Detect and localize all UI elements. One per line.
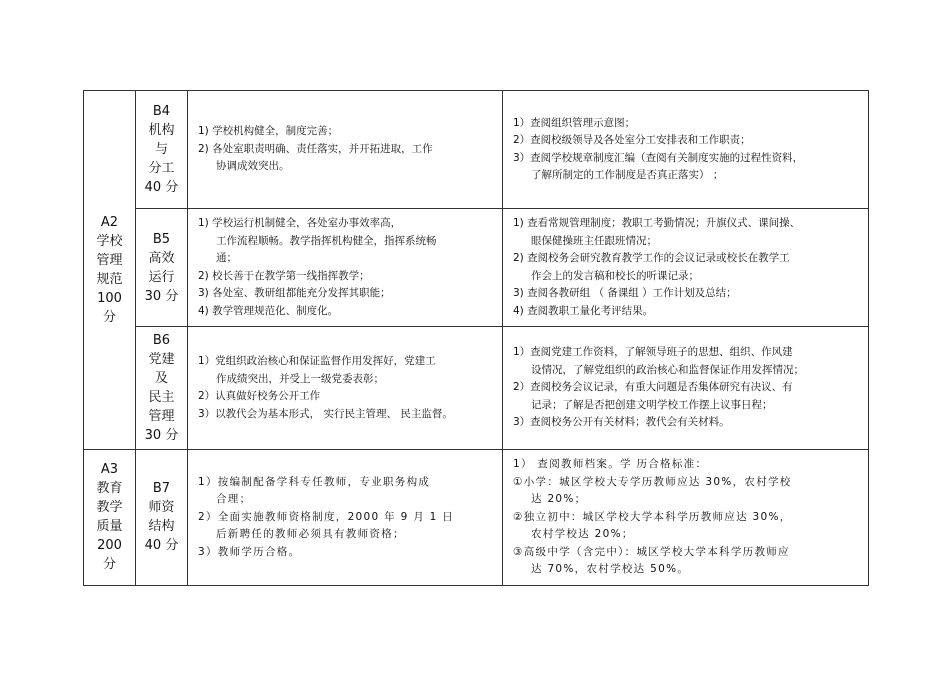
category-label: 分 bbox=[102, 310, 116, 325]
standards-cell bbox=[188, 450, 503, 586]
standard-line: 1) 学校运行机制健全，各处室办事效率高， bbox=[198, 217, 402, 229]
category-label: A3 bbox=[100, 462, 119, 478]
standard-line: 1）按编制配备学科专任教师，专业职务构成 bbox=[198, 475, 431, 488]
methods-cell bbox=[503, 209, 869, 327]
method-line: 农村学校达 20%； bbox=[531, 528, 634, 540]
methods-cell bbox=[503, 450, 869, 586]
category-label: 教育 bbox=[96, 481, 123, 497]
method-line: 记录；了解是否把创建文明学校工作摆上议事日程； bbox=[531, 398, 773, 411]
standard-line: 通； bbox=[216, 252, 237, 264]
method-line: 3) 查阅各教研组 （ 备课组 ）工作计划及总结； bbox=[513, 287, 737, 299]
item-b5-cell bbox=[136, 209, 188, 327]
category-label: 管理 bbox=[96, 253, 123, 268]
table-row bbox=[84, 450, 869, 586]
item-label: B7 bbox=[152, 481, 171, 497]
method-line: 2）查阅校务会议记录，有重大问题是否集体研究有决议、有 bbox=[513, 381, 793, 394]
table-row bbox=[84, 91, 869, 209]
item-label: 民主 bbox=[148, 390, 175, 405]
item-label: 与 bbox=[154, 142, 168, 157]
item-label: 运行 bbox=[148, 269, 175, 285]
table-row bbox=[84, 209, 869, 327]
item-label: 高效 bbox=[148, 250, 175, 266]
item-label: B6 bbox=[152, 333, 171, 348]
method-line: 1） 查阅教师档案。学 历合格标准： bbox=[513, 458, 708, 470]
method-line: 达 20%； bbox=[531, 493, 587, 505]
method-line: 设情况，了解党组织的政治核心和监督保证作用发挥情况； bbox=[531, 363, 804, 376]
evaluation-table bbox=[83, 90, 869, 586]
category-label: 200 bbox=[97, 538, 122, 554]
standard-line: 2）全面实施教师资格制度，2000 年 9 月 1 日 bbox=[198, 510, 455, 523]
method-line: 眼保健操班主任跟班情况； bbox=[531, 234, 657, 247]
item-b7-cell bbox=[136, 450, 188, 586]
standard-line: 3) 各处室、教研组都能充分发挥其职能； bbox=[198, 287, 391, 299]
method-line: ③高级中学（含完中）：城区学校大学本科学历教师应 bbox=[513, 545, 790, 558]
methods-cell bbox=[503, 327, 869, 450]
standard-line: 3）以教代会为基本形式， 实行民主管理、 民主监督。 bbox=[198, 407, 453, 420]
method-line: 4) 查阅教职工量化考评结果。 bbox=[513, 304, 654, 317]
method-line: 2) 查阅校务会研究教育教学工作的会议记录或校长在教学工 bbox=[513, 252, 790, 264]
item-label: 30 分 bbox=[144, 288, 179, 304]
category-label: 100 bbox=[97, 291, 122, 306]
method-line: ②独立初中：城区学校大学本科学历教师应达 30%， bbox=[513, 510, 792, 523]
standards-cell bbox=[188, 209, 503, 327]
item-label: 机构 bbox=[148, 123, 175, 138]
category-label: 分 bbox=[102, 557, 116, 573]
standard-line: 合理； bbox=[216, 493, 252, 505]
standard-line: 4) 教学管理规范化、制度化。 bbox=[198, 304, 339, 317]
category-a2-cell bbox=[84, 91, 136, 450]
category-a3-cell bbox=[84, 450, 136, 586]
method-line: ①小学：城区学校大专学历教师应达 30%，农村学校 bbox=[513, 475, 792, 488]
item-label: 结构 bbox=[148, 519, 175, 535]
item-label: B5 bbox=[152, 231, 171, 247]
method-line: 2）查阅校级领导及各处室分工安排表和工作职责； bbox=[513, 134, 751, 146]
item-label: 管理 bbox=[148, 409, 175, 424]
method-line: 3）查阅校务公开有关材料；教代会有关材料。 bbox=[513, 416, 730, 429]
item-label: 40 分 bbox=[144, 180, 179, 195]
category-label: 规范 bbox=[96, 272, 123, 287]
methods-cell bbox=[503, 91, 869, 209]
table-row bbox=[84, 327, 869, 450]
standard-line: 2) 校长善于在教学第一线指挥教学； bbox=[198, 269, 370, 282]
standard-line: 1）党组织政治核心和保证监督作用发挥好，党建工 bbox=[198, 355, 436, 367]
item-label: 及 bbox=[154, 371, 168, 386]
standard-line: 后新聘任的教师必须具有教师资格； bbox=[216, 528, 405, 540]
method-line: 1）查阅组织管理示意图； bbox=[513, 116, 636, 129]
item-label: 分工 bbox=[148, 161, 175, 176]
item-label: B4 bbox=[152, 104, 171, 119]
standard-line: 工作流程顺畅。教学指挥机构健全，指挥系统畅 bbox=[216, 234, 437, 247]
standard-line: 3）教师学历合格。 bbox=[198, 545, 301, 558]
standard-line: 1) 学校机构健全，制度完善； bbox=[198, 125, 339, 138]
standard-line: 作成绩突出，并受上一级党委表彰； bbox=[216, 372, 384, 385]
method-line: 1）查阅党建工作资料，了解领导班子的思想、组织、作风建 bbox=[513, 346, 793, 359]
method-line: 作会上的发言稿和校长的听课记录； bbox=[531, 269, 699, 282]
item-label: 40 分 bbox=[144, 538, 179, 554]
standard-line: 2）认真做好校务公开工作 bbox=[198, 390, 321, 402]
item-b6-cell bbox=[136, 327, 188, 450]
item-label: 师资 bbox=[148, 500, 175, 516]
standard-line: 2) 各处室职责明确、责任落实，并开拓进取，工作 bbox=[198, 142, 433, 155]
item-label: 30 分 bbox=[144, 428, 179, 443]
standards-cell bbox=[188, 91, 503, 209]
category-label: 教学 bbox=[96, 500, 123, 516]
category-label: A2 bbox=[100, 215, 119, 230]
method-line: 了解所制定的工作制度是否真正落实） ； bbox=[531, 169, 724, 181]
item-label: 党建 bbox=[148, 352, 175, 367]
method-line: 1) 查看常规管理制度；教职工考勤情况；升旗仪式、课间操、 bbox=[513, 217, 801, 229]
item-b4-cell bbox=[136, 91, 188, 209]
standards-cell bbox=[188, 327, 503, 450]
standard-line: 协调成效突出。 bbox=[216, 160, 290, 173]
category-label: 学校 bbox=[96, 234, 123, 249]
method-line: 3）查阅学校规章制度汇编（查阅有关制度实施的过程性资料， bbox=[513, 151, 804, 164]
method-line: 达 70%，农村学校达 50%。 bbox=[531, 563, 690, 575]
category-label: 质量 bbox=[96, 519, 123, 535]
